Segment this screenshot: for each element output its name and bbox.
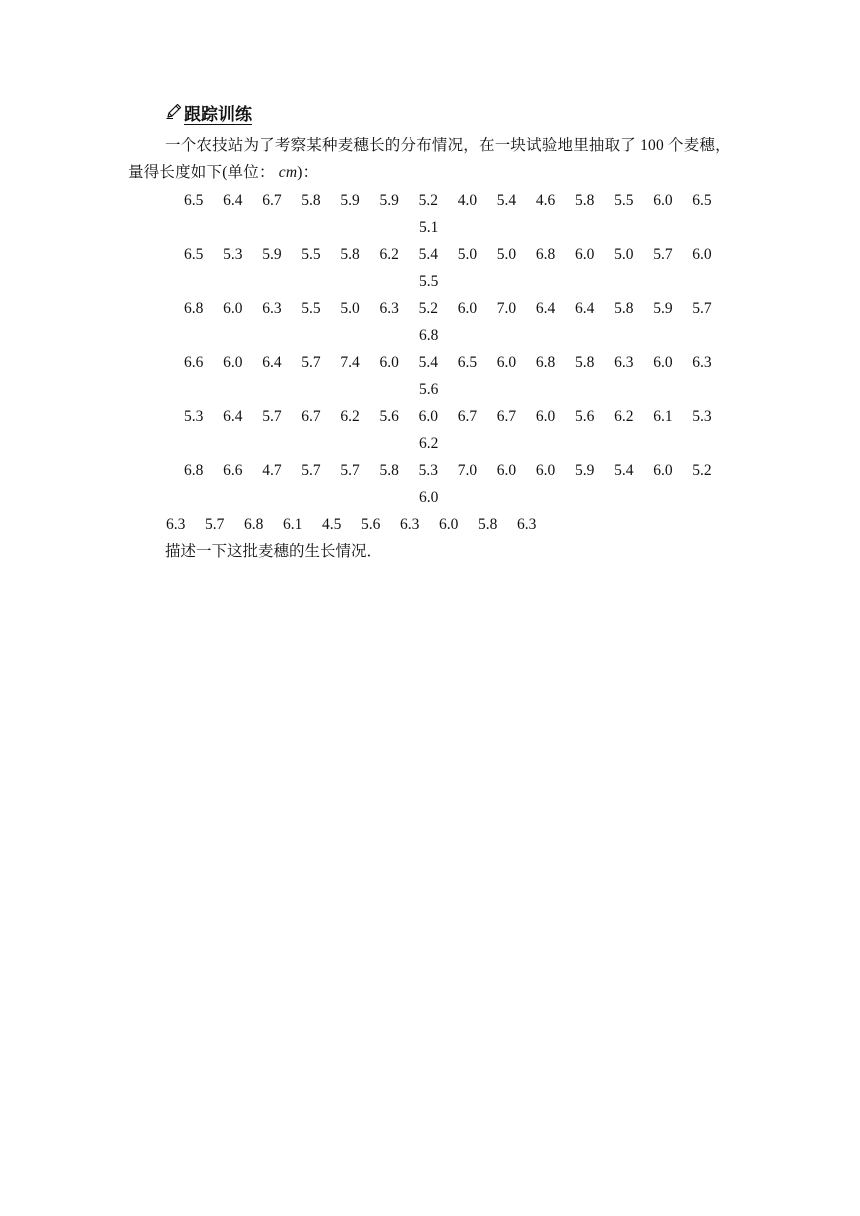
data-value: 6.0 bbox=[457, 300, 478, 317]
data-value: 6.4 bbox=[262, 354, 282, 371]
data-value-wrapped: 5.1 bbox=[419, 219, 439, 236]
data-value: 5.7 bbox=[301, 462, 321, 479]
problem-intro bbox=[128, 132, 733, 186]
data-value: 6.3 bbox=[400, 516, 420, 533]
data-value: 6.8 bbox=[184, 300, 204, 317]
data-value: 6.5 bbox=[692, 192, 712, 209]
data-value: 5.3 bbox=[418, 462, 438, 479]
data-value: 5.8 bbox=[575, 354, 595, 371]
data-value: 6.3 bbox=[379, 300, 399, 317]
pencil-icon bbox=[165, 101, 184, 129]
data-value: 5.0 bbox=[614, 246, 634, 263]
data-value: 6.0 bbox=[496, 354, 517, 371]
data-value: 6.2 bbox=[340, 408, 360, 425]
data-value: 6.0 bbox=[653, 354, 673, 371]
data-value: 6.0 bbox=[223, 354, 243, 371]
data-value: 5.3 bbox=[223, 246, 243, 263]
data-value: 7.0 bbox=[457, 462, 478, 479]
data-value: 5.8 bbox=[379, 462, 399, 479]
data-value: 6.3 bbox=[614, 354, 634, 371]
data-value-wrapped: 6.8 bbox=[419, 327, 439, 344]
data-value: 4.0 bbox=[457, 192, 478, 209]
intro-text: 一个农技站为了考察某种麦穗长的分布情况，在一块试验地里抽取了 100 个麦穗，量得长度如下(单位： bbox=[128, 137, 731, 181]
data-value: 6.3 bbox=[517, 516, 537, 533]
section-heading bbox=[165, 101, 252, 129]
data-value: 6.0 bbox=[496, 462, 517, 479]
data-value: 6.0 bbox=[692, 246, 712, 263]
data-value: 5.3 bbox=[184, 408, 204, 425]
data-value: 5.6 bbox=[575, 408, 595, 425]
data-value: 6.0 bbox=[439, 516, 459, 533]
data-value: 6.0 bbox=[653, 462, 673, 479]
data-value: 6.3 bbox=[262, 300, 282, 317]
intro-end: )： bbox=[297, 164, 319, 181]
data-value: 6.7 bbox=[301, 408, 321, 425]
data-value: 5.7 bbox=[340, 462, 360, 479]
data-value: 6.3 bbox=[166, 516, 186, 533]
data-value: 6.2 bbox=[379, 246, 399, 263]
data-value: 6.5 bbox=[457, 354, 478, 371]
data-value: 6.7 bbox=[457, 408, 478, 425]
data-value-wrapped: 6.0 bbox=[419, 489, 439, 506]
data-value: 6.4 bbox=[535, 300, 556, 317]
data-value: 5.9 bbox=[653, 300, 673, 317]
data-value: 5.7 bbox=[692, 300, 712, 317]
data-value: 4.5 bbox=[322, 516, 342, 533]
unit-label: cm bbox=[278, 164, 298, 181]
data-value: 6.1 bbox=[283, 516, 303, 533]
data-value: 5.5 bbox=[614, 192, 634, 209]
data-value: 4.7 bbox=[262, 462, 282, 479]
data-value: 5.2 bbox=[692, 462, 712, 479]
data-value: 5.0 bbox=[457, 246, 478, 263]
data-value-wrapped: 5.5 bbox=[419, 273, 439, 290]
data-value: 6.0 bbox=[535, 462, 556, 479]
data-value-wrapped: 5.6 bbox=[419, 381, 439, 398]
data-value: 5.8 bbox=[614, 300, 634, 317]
data-value: 7.0 bbox=[496, 300, 517, 317]
data-value: 5.4 bbox=[418, 246, 438, 263]
data-value: 5.4 bbox=[418, 354, 438, 371]
data-value: 5.2 bbox=[418, 192, 438, 209]
data-value: 5.8 bbox=[575, 192, 595, 209]
data-value: 5.8 bbox=[478, 516, 498, 533]
data-value: 6.5 bbox=[184, 246, 204, 263]
data-value: 4.6 bbox=[535, 192, 556, 209]
data-value: 6.4 bbox=[223, 192, 243, 209]
data-value: 5.3 bbox=[692, 408, 712, 425]
data-value: 6.4 bbox=[575, 300, 595, 317]
data-value: 5.4 bbox=[496, 192, 517, 209]
data-value: 6.0 bbox=[223, 300, 243, 317]
data-value: 5.9 bbox=[379, 192, 399, 209]
data-value: 5.8 bbox=[340, 246, 360, 263]
data-value: 6.0 bbox=[418, 408, 438, 425]
data-value: 5.4 bbox=[614, 462, 634, 479]
question-text: 描述一下这批麦穗的生长情况． bbox=[165, 543, 383, 560]
data-value: 5.6 bbox=[379, 408, 399, 425]
data-value: 6.6 bbox=[184, 354, 204, 371]
data-value: 6.8 bbox=[535, 246, 556, 263]
data-value: 5.9 bbox=[262, 246, 282, 263]
data-value: 7.4 bbox=[340, 354, 360, 371]
data-value: 5.9 bbox=[575, 462, 595, 479]
data-value: 5.7 bbox=[205, 516, 225, 533]
data-value: 5.2 bbox=[418, 300, 438, 317]
heading-text: 跟踪训练 bbox=[184, 105, 252, 125]
data-value: 6.4 bbox=[223, 408, 243, 425]
data-value: 6.6 bbox=[223, 462, 243, 479]
data-value: 5.7 bbox=[301, 354, 321, 371]
data-value: 5.6 bbox=[361, 516, 381, 533]
data-value: 6.8 bbox=[535, 354, 556, 371]
data-value: 6.8 bbox=[184, 462, 204, 479]
data-value: 6.8 bbox=[244, 516, 264, 533]
data-value: 6.2 bbox=[614, 408, 634, 425]
data-value: 6.0 bbox=[575, 246, 595, 263]
data-value: 6.0 bbox=[379, 354, 399, 371]
data-value: 6.0 bbox=[653, 192, 673, 209]
data-value: 6.5 bbox=[184, 192, 204, 209]
data-value: 5.9 bbox=[340, 192, 360, 209]
data-value: 6.3 bbox=[692, 354, 712, 371]
data-value: 6.7 bbox=[262, 192, 282, 209]
data-value: 5.0 bbox=[340, 300, 360, 317]
data-value: 5.5 bbox=[301, 246, 321, 263]
data-value: 5.8 bbox=[301, 192, 321, 209]
data-value: 5.7 bbox=[653, 246, 673, 263]
data-value: 5.5 bbox=[301, 300, 321, 317]
data-value: 5.0 bbox=[496, 246, 517, 263]
data-value-wrapped: 6.2 bbox=[419, 435, 439, 452]
data-value: 6.1 bbox=[653, 408, 673, 425]
data-value: 5.7 bbox=[262, 408, 282, 425]
data-value: 6.0 bbox=[535, 408, 556, 425]
data-value: 6.7 bbox=[496, 408, 517, 425]
